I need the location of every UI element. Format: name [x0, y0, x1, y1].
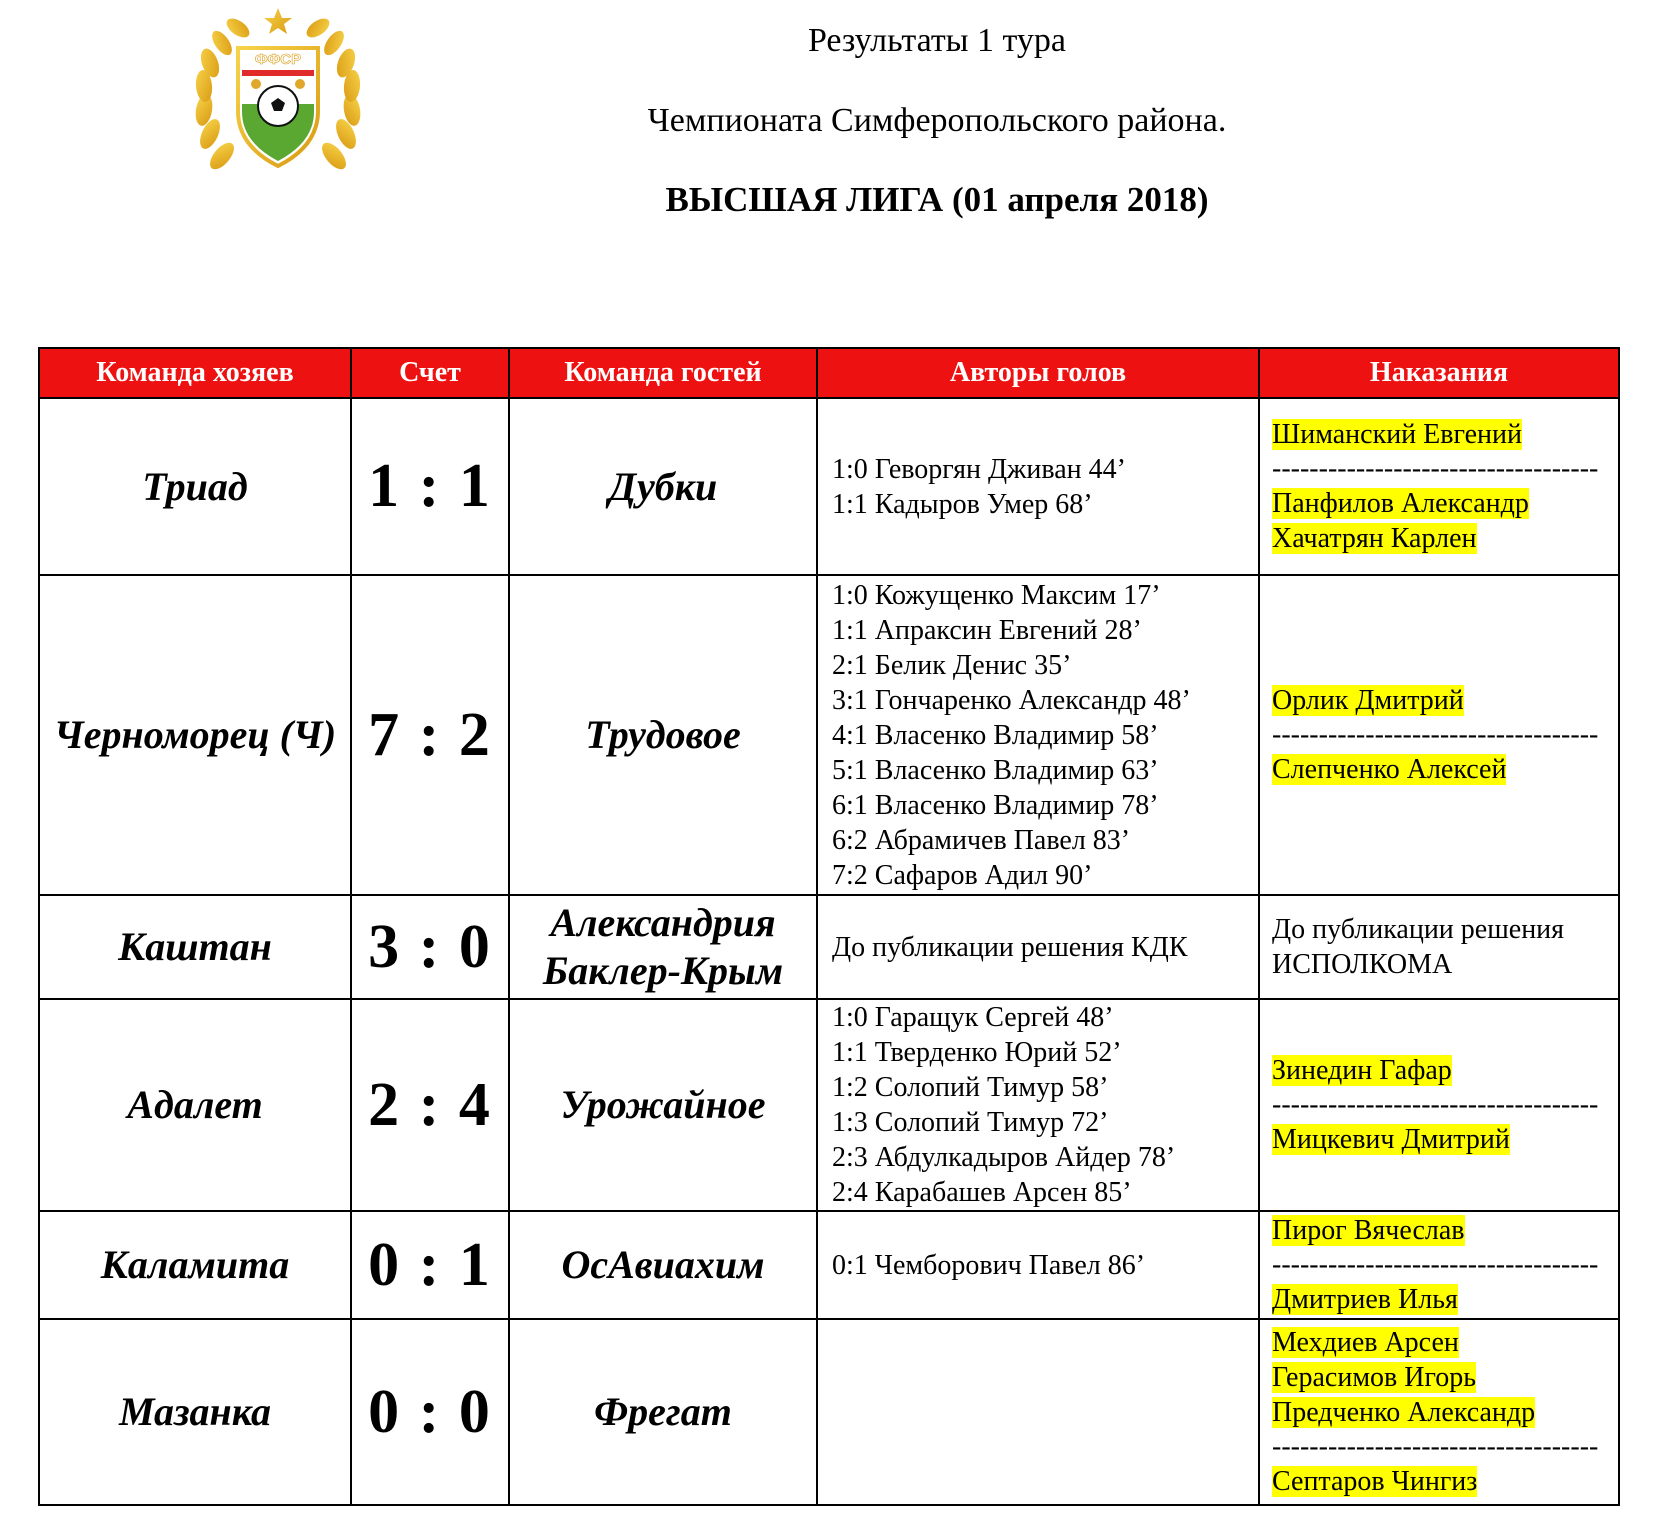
penalty-separator: -----------------------------------	[1272, 1089, 1599, 1120]
penalty-entry: Мицкевич Дмитрий	[1272, 1124, 1510, 1155]
penalties	[1259, 1319, 1619, 1505]
goal-scorers	[817, 1319, 1259, 1505]
match-score: 1 : 1	[351, 398, 509, 575]
penalties	[1259, 575, 1619, 895]
goal-entry: 2:4 Карабашев Арсен 85’	[832, 1177, 1132, 1208]
title-line-1: Результаты 1 тура	[807, 22, 1067, 59]
goal-scorers	[817, 575, 1259, 895]
goal-entry: 6:1 Власенко Владимир 78’	[832, 789, 1159, 821]
penalties-note: До публикации решения ИСПОЛКОМА	[1272, 914, 1565, 980]
home-team: Адалет	[39, 999, 351, 1211]
header-score: Счет	[351, 348, 509, 398]
penalty-separator: -----------------------------------	[1272, 1249, 1599, 1280]
penalties	[1259, 1211, 1619, 1319]
penalty-separator: -----------------------------------	[1272, 1431, 1599, 1462]
penalty-entry: Орлик Дмитрий	[1272, 685, 1464, 716]
home-team: Каламита	[39, 1211, 351, 1319]
title-line-3: ВЫСШАЯ ЛИГА (01 апреля 2018)	[665, 180, 1209, 219]
away-team: Фрегат	[509, 1319, 817, 1505]
goal-entry: 5:1 Власенко Владимир 63’	[832, 754, 1159, 786]
penalties	[1259, 999, 1619, 1211]
header-home-team: Команда хозяев	[39, 348, 351, 398]
penalty-entry: Герасимов Игорь	[1272, 1362, 1477, 1393]
penalty-separator: -----------------------------------	[1272, 453, 1599, 484]
goal-entry: 4:1 Власенко Владимир 58’	[832, 719, 1159, 751]
goal-entry: 0:1 Чемборович Павел 86’	[832, 1249, 1146, 1281]
away-team: Трудовое	[509, 575, 817, 895]
penalty-entry: Мехдиев Арсен	[1272, 1327, 1459, 1358]
away-team: Дубки	[509, 398, 817, 575]
goal-entry: 1:1 Кадыров Умер 68’	[832, 488, 1093, 520]
penalty-entry: Пирог Вячеслав	[1272, 1215, 1465, 1246]
goals-note: До публикации решения КДК	[832, 931, 1188, 963]
match-score: 0 : 1	[351, 1211, 509, 1319]
penalties	[1259, 895, 1619, 999]
goal-entry: 1:1 Тверденко Юрий 52’	[832, 1037, 1122, 1068]
goal-entry: 7:2 Сафаров Адил 90’	[832, 859, 1093, 891]
table-row	[39, 1319, 1619, 1505]
home-team: Триад	[39, 398, 351, 575]
header-goal-scorers: Авторы голов	[817, 348, 1259, 398]
penalty-entry: Шиманский Евгений	[1272, 419, 1522, 450]
table-row	[39, 1211, 1619, 1319]
penalty-entry: Септаров Чингиз	[1272, 1466, 1478, 1497]
table-row	[39, 999, 1619, 1211]
match-score: 0 : 0	[351, 1319, 509, 1505]
penalty-entry: Предченко Александр	[1272, 1397, 1536, 1428]
table-row	[39, 575, 1619, 895]
goal-entry: 1:2 Солопий Тимур 58’	[832, 1072, 1109, 1103]
table-header-row	[39, 348, 1619, 398]
away-team: ОсАвиахим	[509, 1211, 817, 1319]
penalty-entry: Хачатрян Карлен	[1272, 523, 1477, 554]
goal-entry: 3:1 Гончаренко Александр 48’	[832, 684, 1191, 716]
goal-scorers	[817, 1211, 1259, 1319]
goal-scorers	[817, 398, 1259, 575]
penalty-entry: Слепченко Алексей	[1272, 754, 1507, 785]
title-line-2: Чемпионата Симферопольского района.	[647, 102, 1227, 139]
penalties	[1259, 398, 1619, 575]
goal-scorers	[817, 999, 1259, 1211]
penalty-separator: -----------------------------------	[1272, 719, 1599, 750]
away-team: Александрия Баклер-Крым	[509, 895, 817, 999]
match-score: 2 : 4	[351, 999, 509, 1211]
goal-entry: 1:0 Кожущенко Максим 17’	[832, 579, 1161, 611]
home-team: Каштан	[39, 895, 351, 999]
logo-text: ФФСР	[254, 51, 302, 68]
header-penalties: Наказания	[1259, 348, 1619, 398]
home-team: Черноморец (Ч)	[39, 575, 351, 895]
goal-entry: 2:3 Абдулкадыров Айдер 78’	[832, 1142, 1176, 1173]
goal-entry: 2:1 Белик Денис 35’	[832, 649, 1072, 681]
goal-entry: 1:0 Гаращук Сергей 48’	[832, 1002, 1114, 1033]
goal-scorers	[817, 895, 1259, 999]
penalty-entry: Панфилов Александр	[1272, 488, 1529, 519]
match-score: 7 : 2	[351, 575, 509, 895]
penalty-entry: Зинедин Гафар	[1272, 1055, 1452, 1086]
goal-entry: 1:1 Апраксин Евгений 28’	[832, 614, 1142, 646]
goal-entry: 1:0 Геворгян Дживан 44’	[832, 453, 1126, 485]
penalty-entry: Дмитриев Илья	[1272, 1284, 1458, 1315]
table-row	[39, 398, 1619, 575]
goal-entry: 6:2 Абрамичев Павел 83’	[832, 824, 1131, 856]
results-table	[38, 347, 1620, 1506]
home-team: Мазанка	[39, 1319, 351, 1505]
match-score: 3 : 0	[351, 895, 509, 999]
away-team: Урожайное	[509, 999, 817, 1211]
header-away-team: Команда гостей	[509, 348, 817, 398]
goal-entry: 1:3 Солопий Тимур 72’	[832, 1107, 1109, 1138]
table-row	[39, 895, 1619, 999]
